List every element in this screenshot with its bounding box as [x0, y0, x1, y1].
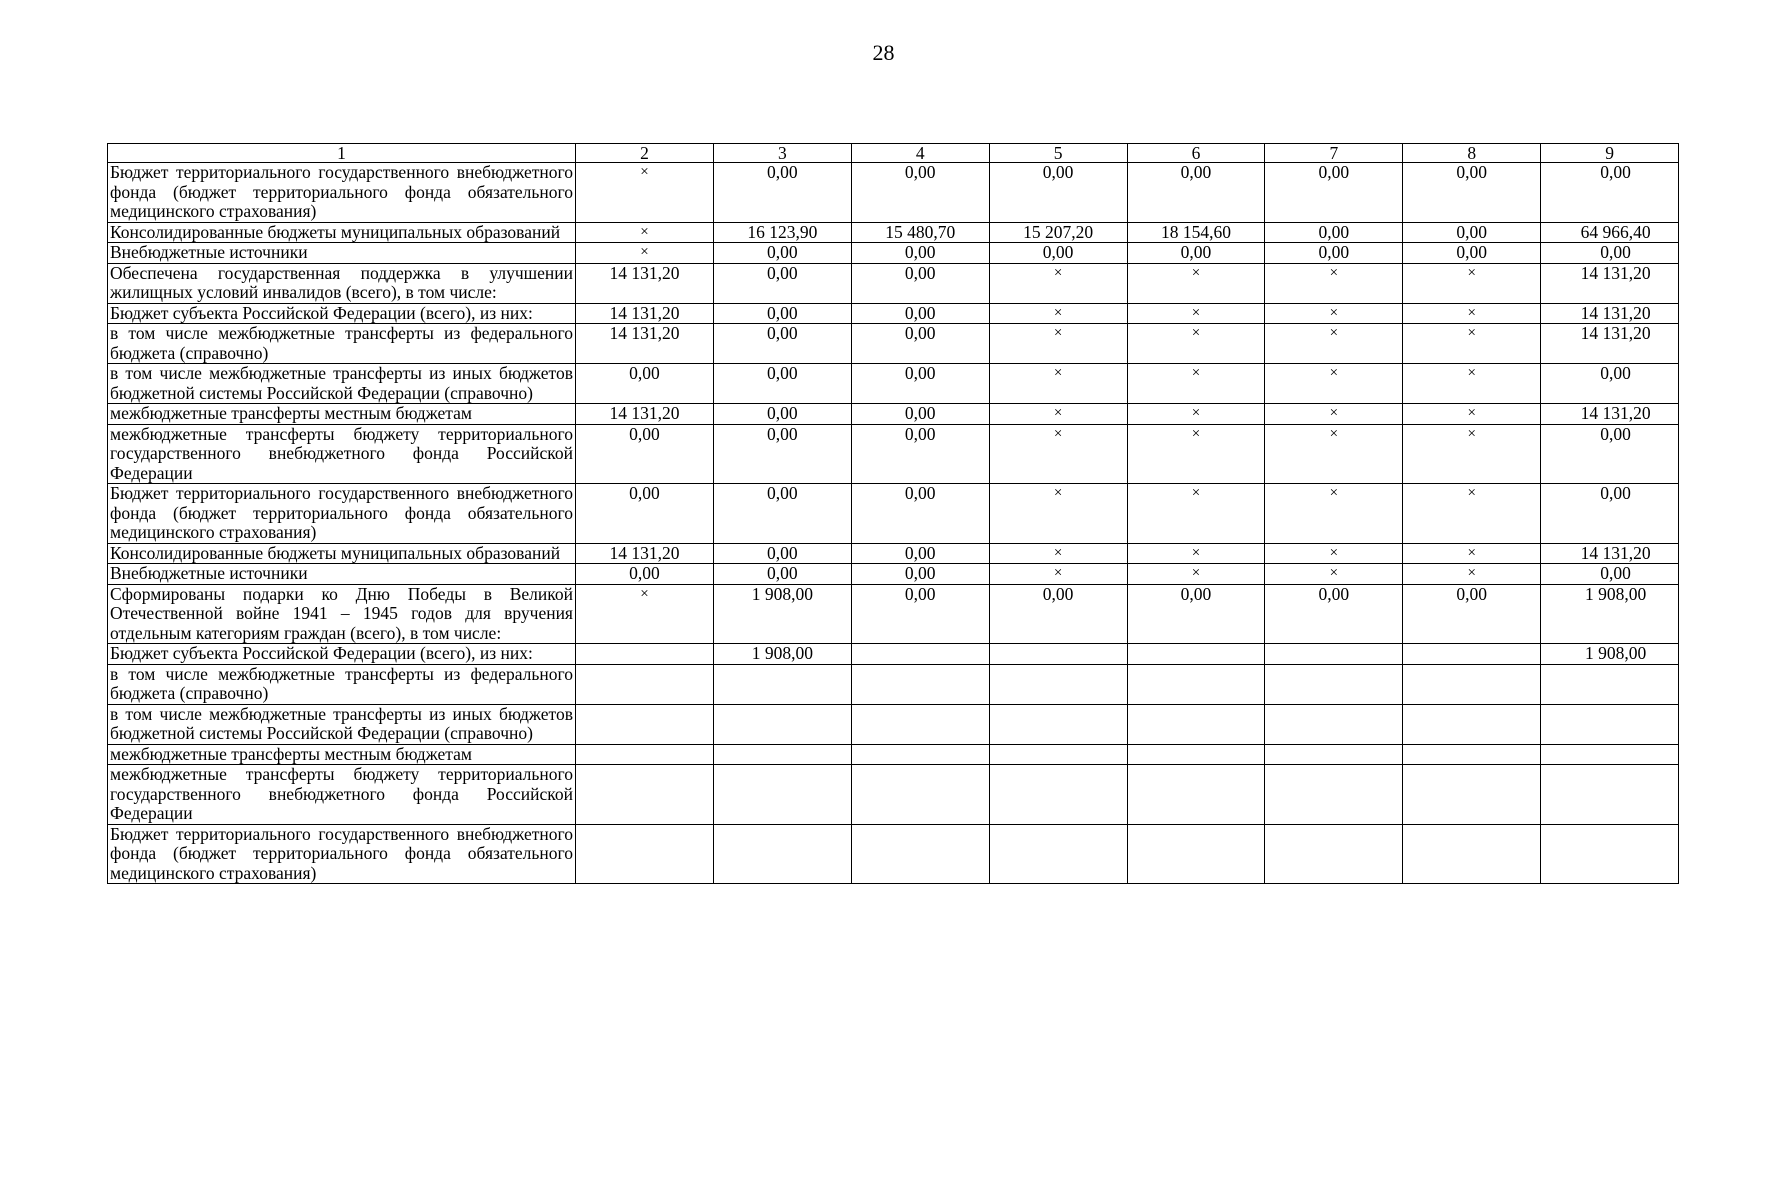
value-cell: 0,00 — [713, 263, 851, 303]
table-row — [108, 324, 1679, 364]
value-cell: 0,00 — [713, 484, 851, 544]
column-header: 4 — [851, 144, 989, 163]
value-cell: 0,00 — [1541, 484, 1679, 544]
value-cell — [851, 644, 989, 665]
table-row — [108, 163, 1679, 223]
value-cell — [989, 744, 1127, 765]
value-cell: 0,00 — [1127, 584, 1265, 644]
row-label: в том числе межбюджетные трансферты из федерального бюджета (справочно) — [108, 664, 576, 704]
value-cell: × — [1127, 404, 1265, 425]
value-cell: 0,00 — [1127, 163, 1265, 223]
value-cell: 0,00 — [1265, 222, 1403, 243]
value-cell — [1265, 664, 1403, 704]
value-cell — [851, 824, 989, 884]
value-cell: 0,00 — [1541, 564, 1679, 585]
table-row — [108, 704, 1679, 744]
row-label: в том числе межбюджетные трансферты из федерального бюджета (справочно) — [108, 324, 576, 364]
row-label: в том числе межбюджетные трансферты из иных бюджетов бюджетной системы Российской Федерации (справочно) — [108, 364, 576, 404]
table-row — [108, 564, 1679, 585]
value-cell: 14 131,20 — [1541, 324, 1679, 364]
table-row — [108, 824, 1679, 884]
value-cell: × — [989, 364, 1127, 404]
value-cell: 0,00 — [1541, 163, 1679, 223]
table-row — [108, 404, 1679, 425]
row-label: в том числе межбюджетные трансферты из иных бюджетов бюджетной системы Российской Федерации (справочно) — [108, 704, 576, 744]
value-cell: 18 154,60 — [1127, 222, 1265, 243]
column-header: 8 — [1403, 144, 1541, 163]
value-cell: 0,00 — [576, 364, 714, 404]
column-header: 9 — [1541, 144, 1679, 163]
value-cell: 0,00 — [1265, 584, 1403, 644]
value-cell: 0,00 — [1265, 163, 1403, 223]
value-cell: 14 131,20 — [576, 303, 714, 324]
value-cell: × — [1127, 364, 1265, 404]
value-cell: 0,00 — [851, 324, 989, 364]
value-cell: 0,00 — [713, 564, 851, 585]
table-row — [108, 543, 1679, 564]
value-cell — [1265, 704, 1403, 744]
value-cell — [851, 704, 989, 744]
value-cell: 0,00 — [1541, 364, 1679, 404]
value-cell: 0,00 — [713, 404, 851, 425]
table-row — [108, 243, 1679, 264]
value-cell: 1 908,00 — [1541, 644, 1679, 665]
value-cell: × — [576, 222, 714, 243]
value-cell — [1127, 664, 1265, 704]
value-cell — [576, 644, 714, 665]
value-cell: × — [1127, 424, 1265, 484]
value-cell: 14 131,20 — [576, 404, 714, 425]
value-cell: 0,00 — [851, 424, 989, 484]
value-cell — [1541, 765, 1679, 825]
value-cell: 0,00 — [851, 404, 989, 425]
value-cell: 14 131,20 — [1541, 404, 1679, 425]
value-cell — [1265, 765, 1403, 825]
value-cell: 14 131,20 — [1541, 543, 1679, 564]
value-cell: × — [576, 163, 714, 223]
value-cell — [1127, 744, 1265, 765]
value-cell: 0,00 — [1127, 243, 1265, 264]
value-cell: × — [1265, 564, 1403, 585]
value-cell — [989, 824, 1127, 884]
value-cell: × — [989, 263, 1127, 303]
value-cell — [1403, 664, 1541, 704]
value-cell — [1541, 704, 1679, 744]
value-cell: × — [1265, 424, 1403, 484]
value-cell: × — [1403, 484, 1541, 544]
value-cell: 1 908,00 — [713, 584, 851, 644]
value-cell — [989, 765, 1127, 825]
value-cell: 0,00 — [713, 163, 851, 223]
value-cell — [713, 704, 851, 744]
value-cell: × — [1127, 484, 1265, 544]
row-label: Обеспечена государственная поддержка в улучшении жилищных условий инвалидов (всего), в том числе: — [108, 263, 576, 303]
value-cell — [713, 824, 851, 884]
value-cell: 0,00 — [713, 303, 851, 324]
value-cell: 14 131,20 — [576, 543, 714, 564]
value-cell — [1127, 765, 1265, 825]
table-row — [108, 484, 1679, 544]
value-cell — [989, 644, 1127, 665]
table-row — [108, 644, 1679, 665]
value-cell — [1403, 644, 1541, 665]
value-cell — [851, 744, 989, 765]
value-cell — [1403, 704, 1541, 744]
value-cell: 0,00 — [713, 243, 851, 264]
value-cell — [576, 704, 714, 744]
value-cell: 14 131,20 — [1541, 263, 1679, 303]
table-row — [108, 765, 1679, 825]
value-cell: 0,00 — [851, 243, 989, 264]
table-row — [108, 744, 1679, 765]
value-cell: × — [576, 584, 714, 644]
column-header: 7 — [1265, 144, 1403, 163]
value-cell: 64 966,40 — [1541, 222, 1679, 243]
row-label: Бюджет территориального государственного внебюджетного фонда (бюджет территориального фонда обязательного медицинского страхования) — [108, 163, 576, 223]
value-cell: 0,00 — [576, 564, 714, 585]
value-cell: 0,00 — [1403, 243, 1541, 264]
value-cell: × — [1127, 543, 1265, 564]
value-cell: 0,00 — [851, 584, 989, 644]
value-cell: × — [1403, 263, 1541, 303]
table-row — [108, 584, 1679, 644]
row-label: межбюджетные трансферты бюджету территориального государственного внебюджетного фонда Российской Федерации — [108, 765, 576, 825]
value-cell — [1127, 644, 1265, 665]
value-cell — [1265, 644, 1403, 665]
value-cell — [1265, 824, 1403, 884]
row-label: Бюджет субъекта Российской Федерации (всего), из них: — [108, 303, 576, 324]
row-label: межбюджетные трансферты местным бюджетам — [108, 744, 576, 765]
value-cell: × — [1265, 324, 1403, 364]
value-cell: 0,00 — [1403, 163, 1541, 223]
value-cell: 0,00 — [576, 484, 714, 544]
value-cell — [713, 744, 851, 765]
value-cell: 0,00 — [851, 303, 989, 324]
table-row — [108, 364, 1679, 404]
value-cell: 15 480,70 — [851, 222, 989, 243]
value-cell: 15 207,20 — [989, 222, 1127, 243]
value-cell: 0,00 — [713, 364, 851, 404]
value-cell: × — [1403, 404, 1541, 425]
table-row — [108, 222, 1679, 243]
value-cell: 0,00 — [851, 263, 989, 303]
value-cell: 0,00 — [576, 424, 714, 484]
value-cell: 0,00 — [851, 543, 989, 564]
value-cell — [576, 824, 714, 884]
table-row — [108, 424, 1679, 484]
value-cell: × — [1265, 364, 1403, 404]
value-cell: 0,00 — [989, 584, 1127, 644]
value-cell: 1 908,00 — [713, 644, 851, 665]
value-cell: 1 908,00 — [1541, 584, 1679, 644]
value-cell: × — [1265, 404, 1403, 425]
value-cell: × — [1265, 484, 1403, 544]
value-cell: 0,00 — [1403, 222, 1541, 243]
value-cell: 0,00 — [1403, 584, 1541, 644]
value-cell — [1541, 664, 1679, 704]
row-label: Консолидированные бюджеты муниципальных образований — [108, 222, 576, 243]
value-cell — [576, 744, 714, 765]
value-cell: × — [989, 424, 1127, 484]
table-row — [108, 263, 1679, 303]
page-number: 28 — [872, 40, 895, 65]
value-cell: 0,00 — [1541, 243, 1679, 264]
value-cell: × — [1403, 543, 1541, 564]
row-label: Бюджет территориального государственного внебюджетного фонда (бюджет территориального фонда обязательного медицинского страхования) — [108, 824, 576, 884]
value-cell: × — [1265, 263, 1403, 303]
value-cell: 0,00 — [851, 163, 989, 223]
value-cell: × — [989, 484, 1127, 544]
value-cell: 0,00 — [851, 484, 989, 544]
column-number-row — [108, 144, 1679, 163]
value-cell — [1541, 744, 1679, 765]
value-cell: 0,00 — [989, 243, 1127, 264]
value-cell: × — [576, 243, 714, 264]
column-header: 3 — [713, 144, 851, 163]
value-cell: × — [989, 303, 1127, 324]
value-cell: 0,00 — [713, 543, 851, 564]
value-cell: 0,00 — [1541, 424, 1679, 484]
value-cell — [1265, 744, 1403, 765]
value-cell — [989, 664, 1127, 704]
value-cell — [1127, 704, 1265, 744]
value-cell — [1403, 824, 1541, 884]
value-cell — [713, 765, 851, 825]
value-cell: × — [1403, 324, 1541, 364]
value-cell: 14 131,20 — [576, 324, 714, 364]
value-cell: 0,00 — [851, 364, 989, 404]
value-cell — [576, 765, 714, 825]
value-cell: × — [1127, 564, 1265, 585]
value-cell: × — [989, 324, 1127, 364]
value-cell: × — [1403, 364, 1541, 404]
row-label: Внебюджетные источники — [108, 243, 576, 264]
value-cell: × — [1127, 263, 1265, 303]
column-header: 6 — [1127, 144, 1265, 163]
value-cell — [576, 664, 714, 704]
value-cell: 0,00 — [713, 324, 851, 364]
row-label: Бюджет территориального государственного внебюджетного фонда (бюджет территориального фонда обязательного медицинского страхования) — [108, 484, 576, 544]
value-cell — [851, 664, 989, 704]
value-cell: × — [1127, 324, 1265, 364]
value-cell — [713, 664, 851, 704]
column-header: 1 — [108, 144, 576, 163]
value-cell: × — [1127, 303, 1265, 324]
value-cell — [851, 765, 989, 825]
value-cell: × — [1403, 564, 1541, 585]
row-label: Консолидированные бюджеты муниципальных образований — [108, 543, 576, 564]
value-cell: × — [1265, 303, 1403, 324]
row-label: межбюджетные трансферты местным бюджетам — [108, 404, 576, 425]
value-cell: 16 123,90 — [713, 222, 851, 243]
value-cell: × — [1265, 543, 1403, 564]
value-cell — [1403, 744, 1541, 765]
row-label: Бюджет субъекта Российской Федерации (всего), из них: — [108, 644, 576, 665]
value-cell: 0,00 — [713, 424, 851, 484]
value-cell: 0,00 — [989, 163, 1127, 223]
value-cell: × — [1403, 424, 1541, 484]
value-cell: × — [989, 543, 1127, 564]
value-cell — [1403, 765, 1541, 825]
row-label: межбюджетные трансферты бюджету территориального государственного внебюджетного фонда Российской Федерации — [108, 424, 576, 484]
table-row — [108, 664, 1679, 704]
budget-table — [107, 143, 1679, 884]
value-cell: × — [1403, 303, 1541, 324]
table-row — [108, 303, 1679, 324]
value-cell: 14 131,20 — [1541, 303, 1679, 324]
column-header: 5 — [989, 144, 1127, 163]
column-header: 2 — [576, 144, 714, 163]
value-cell: × — [989, 564, 1127, 585]
value-cell — [1541, 824, 1679, 884]
value-cell: × — [989, 404, 1127, 425]
value-cell: 0,00 — [851, 564, 989, 585]
value-cell: 14 131,20 — [576, 263, 714, 303]
table-body — [108, 163, 1679, 884]
value-cell — [989, 704, 1127, 744]
row-label: Сформированы подарки ко Дню Победы в Великой Отечественной войне 1941 – 1945 годов для вручения отдельным категориям граждан (всего), в том числе: — [108, 584, 576, 644]
value-cell: 0,00 — [1265, 243, 1403, 264]
value-cell — [1127, 824, 1265, 884]
row-label: Внебюджетные источники — [108, 564, 576, 585]
